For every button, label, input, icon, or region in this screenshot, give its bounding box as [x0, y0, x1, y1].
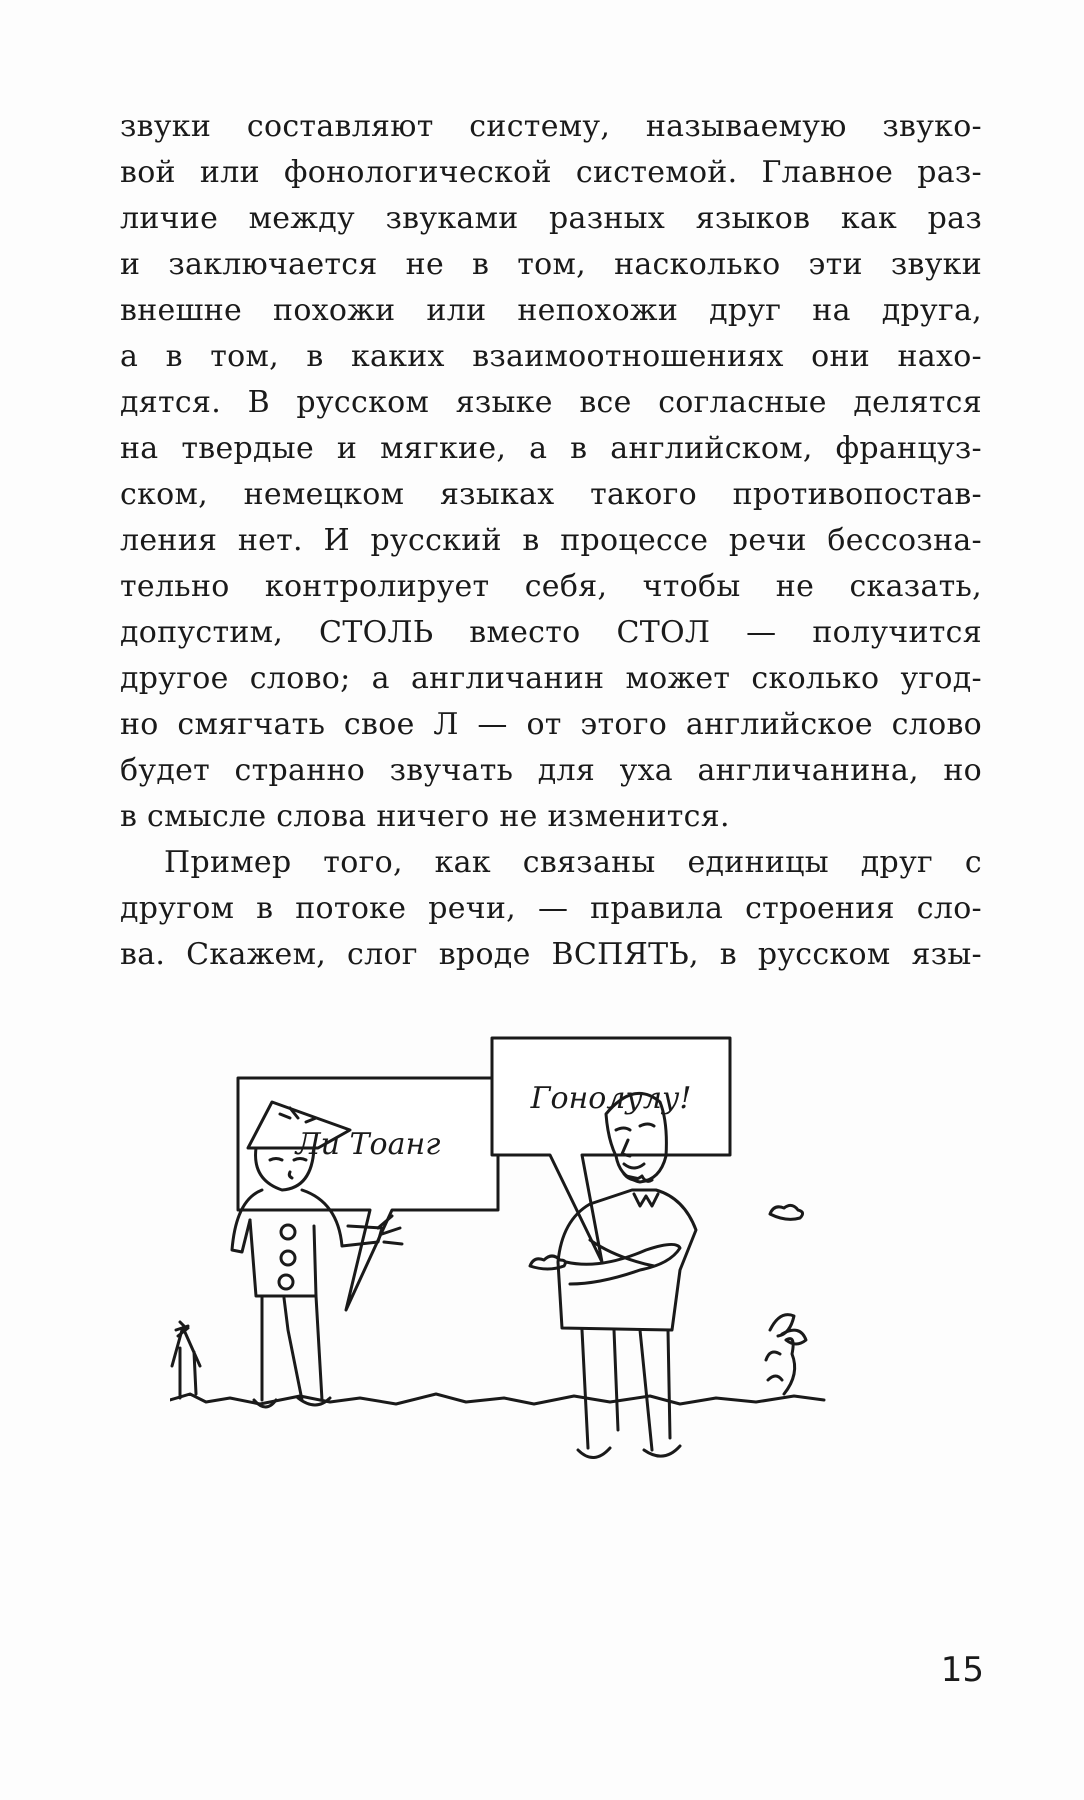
text-line: внешне похожи или непохожи друг на друга, [120, 293, 982, 328]
text-line: а в том, в каких взаимоотношениях они нахо- [120, 339, 982, 374]
body-text [120, 104, 982, 978]
speech-bubble-right-text: Гонолулу! [530, 1081, 692, 1116]
speech-bubble-left-text: Ли Тоанг [295, 1127, 441, 1162]
text-line: в смысле слова ничего не изменится. [120, 799, 730, 834]
text-line: допустим, СТОЛЬ вместо СТОЛ — получится [120, 615, 982, 650]
paragraph-2 [120, 840, 982, 978]
text-line: другом в потоке речи, — правила строения сло- [120, 891, 982, 926]
cloud [770, 1205, 803, 1219]
text-line: и заключается не в том, насколько эти звуки [120, 247, 982, 282]
text-line: будет странно звучать для уха англичанина, но [120, 753, 982, 788]
bush-right [766, 1315, 806, 1394]
text-line: тельно контролирует себя, чтобы не сказать, [120, 569, 982, 604]
text-line: личие между звуками разных языков как раз [120, 201, 982, 236]
cloud [530, 1256, 565, 1269]
text-line: ления нет. И русский в процессе речи бессозна- [120, 523, 982, 558]
text-line: другое слово; а англичанин может сколько угод- [120, 661, 982, 696]
text-line: Пример того, как связаны единицы друг с [164, 845, 982, 880]
text-line: ском, немецком языках такого противопостав- [120, 477, 982, 512]
text-line: дятся. В русском языке все согласные делятся [120, 385, 982, 420]
paragraph-1 [120, 104, 982, 840]
hut-left [172, 1322, 200, 1398]
text-line: ва. Скажем, слог вроде ВСПЯТЬ, в русском язы- [120, 937, 982, 972]
ground [170, 1394, 824, 1404]
page-number: 15 [940, 1650, 984, 1690]
cartoon-illustration [170, 1030, 990, 1630]
text-line: звуки составляют систему, называемую звуко- [120, 109, 982, 144]
text-line: на твердые и мягкие, а в английском, француз- [120, 431, 982, 466]
text-line: вой или фонологической системой. Главное раз- [120, 155, 982, 190]
text-line: но смягчать свое Л — от этого английское слово [120, 707, 982, 742]
